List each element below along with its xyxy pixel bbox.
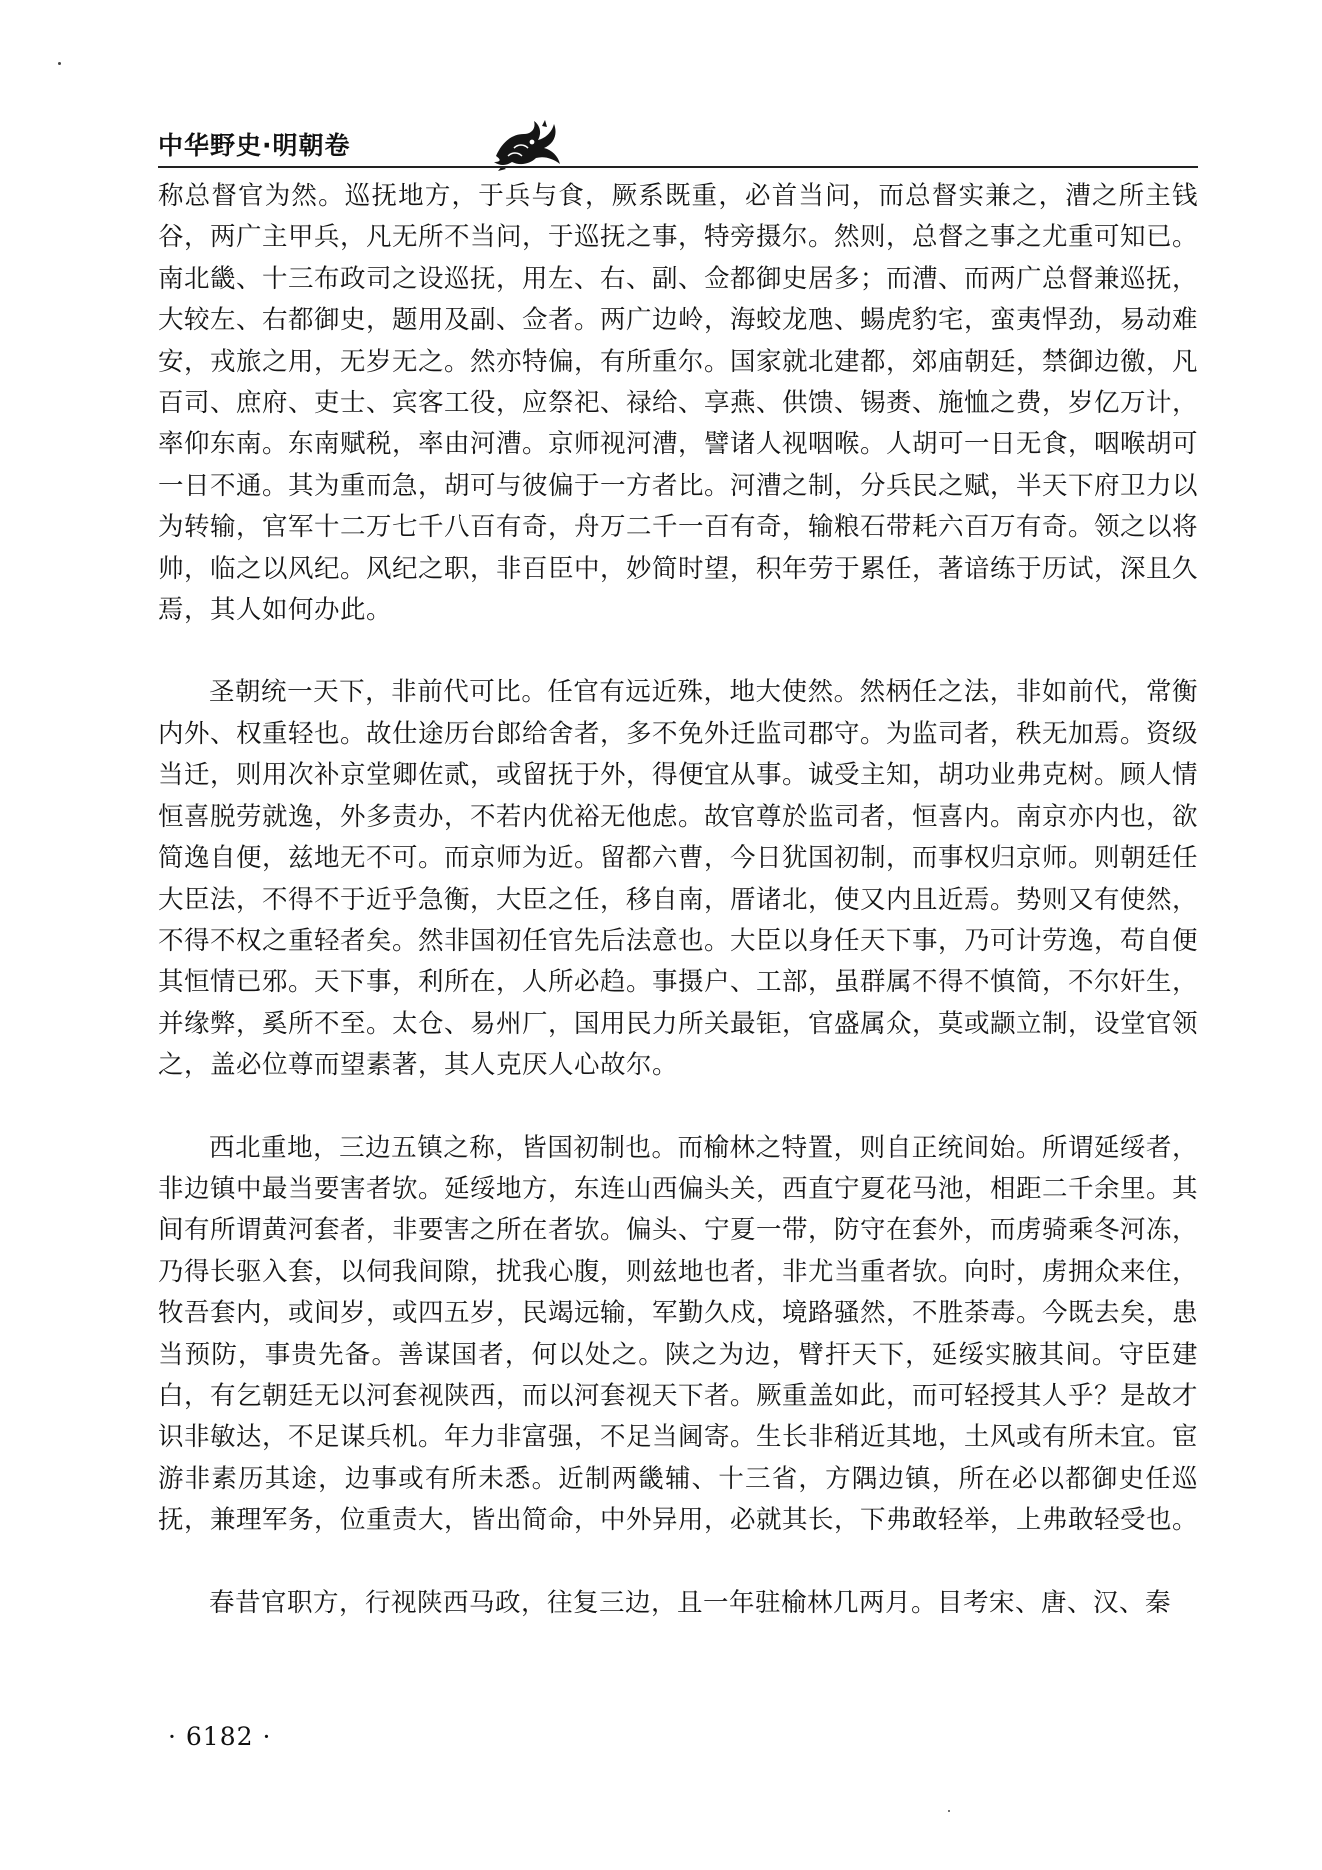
scan-speck — [58, 62, 61, 65]
dragon-emblem-icon — [488, 112, 566, 172]
paragraph-2: 圣朝统一天下，非前代可比。任官有远近殊，地大使然。然柄任之法，非如前代，常衡内外、权重轻也。故仕途历台郎给舍者，多不免外迁监司郡守。为监司者，秩无加焉。资级当迁，则用次补京堂卿佐贰，或留抚于外，得便宜从事。诚受主知，胡功业弗克树。顾人情恒喜脱劳就逸，外多责办，不若内优裕无他虑。故官尊於监司者，恒喜内。南京亦内也，欲简逸自便，兹地无不可。而京师为近。留都六曹，今日犹国初制，而事权归京师。则朝廷任大臣法，不得不于近乎急衡，大臣之任，移自南，厝诸北，使又内且近焉。势则又有使然，不得不权之重轻者矣。然非国初任官先后法意也。大臣以身任天下事，乃可计劳逸，苟自便其恒情已邪。天下事，利所在，人所必趋。事摄户、工部，虽群属不得不慎简，不尔奸生，并缘弊，奚所不至。太仓、易州厂，国用民力所关最钜，官盛属众，莫或颛立制，设堂官领之，盖必位尊而望素著，其人克厌人心故尔。 — [158, 677, 1199, 1081]
page-number: · 6182 · — [168, 1722, 272, 1751]
paragraph-gap — [158, 1542, 1198, 1583]
book-title: 中华野史·明朝卷 — [158, 131, 351, 160]
paragraph-3: 西北重地，三边五镇之称，皆国初制也。而榆林之特置，则自正统间始。所谓延绥者，非边镇中最当要害者欤。延绥地方，东连山西偏头关，西直宁夏花马池，相距二千余里。其间有所谓黄河套者，非要害之所在者欤。偏头、宁夏一带，防守在套外，而虏骑乘冬河冻，乃得长驱入套，以伺我间隙，扰我心腹，则兹地也者，非尤当重者欤。向时，虏拥众来住，牧吾套内，或间岁，或四五岁，民竭远输，军勤久戍，境路骚然，不胜荼毒。今既去矣，患当预防，事贵先备。善谋国者，何以处之。陕之为边，臂扞天下，延绥实腋其间。守臣建白，有乞朝廷无以河套视陕西，而以河套视天下者。厥重盖如此，而可轻授其人乎？是故才识非敏达，不足谋兵机。年力非富强，不足当阃寄。生长非稍近其地，土风或有所未宜。宦游非素历其途，边事或有所未悉。近制两畿辅、十三省，方隅边镇，所在必以都御史任巡抚，兼理军务，位重责大，皆出简命，中外异用，必就其长，下弗敢轻举，上弗敢轻受也。 — [158, 1132, 1199, 1536]
paragraph-gap — [158, 631, 1198, 672]
header-divider — [158, 166, 1198, 168]
paragraph-gap — [158, 1087, 1198, 1128]
page-body — [158, 176, 1198, 1624]
scan-speck — [948, 1810, 950, 1812]
running-header — [158, 112, 1198, 172]
paragraph-1: 称总督官为然。巡抚地方，于兵与食，厥系既重，必首当问，而总督实兼之，漕之所主钱谷，两广主甲兵，凡无所不当问，于巡抚之事，特旁摄尔。然则，总督之事之尤重可知已。南北畿、十三布政司之设巡抚，用左、右、副、佥都御史居多；而漕、而两广总督兼巡抚，大较左、右都御史，题用及副、佥者。两广边岭，海蛟龙虺、蝪虎豹宅，蛮夷悍劲，易动难安，戎旅之用，无岁无之。然亦特偏，有所重尔。国家就北建都，郊庙朝廷，禁御边徼，凡百司、庶府、吏士、宾客工役，应祭祀、禄给、享燕、供馈、锡赉、施恤之费，岁亿万计，率仰东南。东南赋税，率由河漕。京师视河漕，譬诸人视咽喉。人胡可一日无食，咽喉胡可一日不通。其为重而急，胡可与彼偏于一方者比。河漕之制，分兵民之赋，半天下府卫力以为转输，官军十二万七千八百有奇，舟万二千一百有奇，输粮石带耗六百万有奇。领之以将帅，临之以风纪。风纪之职，非百臣中，妙简时望，积年劳于累任，著谙练于历试，深且久焉，其人如何办此。 — [158, 181, 1199, 626]
paragraph-4: 春昔官职方，行视陕西马政，往复三边，且一年驻榆林几两月。目考宋、唐、汉、秦 — [209, 1587, 1172, 1618]
